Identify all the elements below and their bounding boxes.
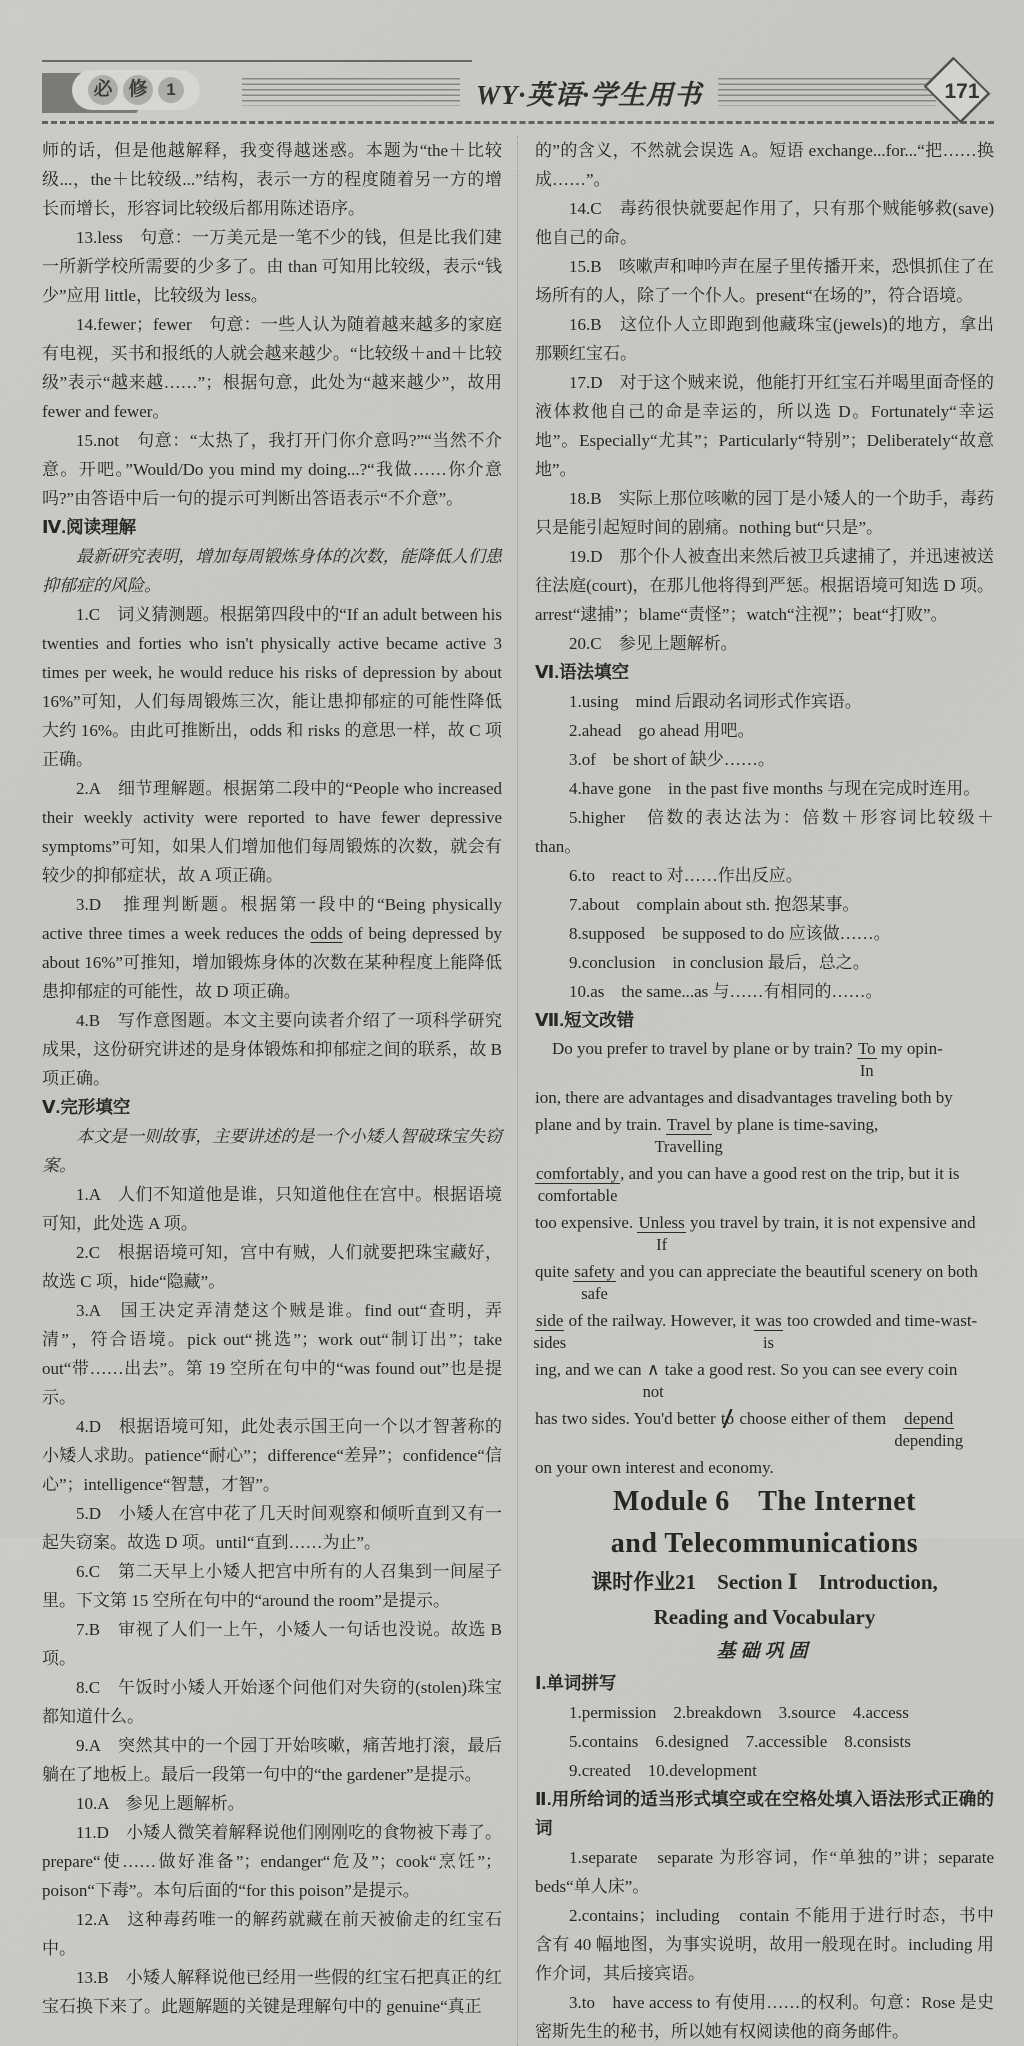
header-dashed-rule (42, 121, 994, 124)
correction-line: quite safety safe and you can appreciate the beautiful scenery on both (535, 1258, 994, 1285)
paragraph: 3.D 推理判断题。根据第一段中的“Being physically active three times a week reduces the odds of being depressed by about 16%”可推知，增加锻炼身体的次数在某种程度上能降低患抑郁症的可能性，故 D 项正确。 (42, 895, 502, 1001)
page-number-diamond (930, 63, 994, 121)
paragraph: 11.D 小矮人微笑着解释说他们刚刚吃的食物被下毒了。prepare“使……做好准备”；endanger“危及”；cook“烹饪”；poison“下毒”。本句后面的“for this poison”是提示。 (42, 1823, 502, 1900)
correction-line: on your own interest and economy. (535, 1458, 774, 1477)
correction-line: plane and by train. Travel Travelling by plane is time-saving, (535, 1111, 994, 1138)
book-title: WY·英语·学生用书 (476, 79, 702, 110)
paragraph: 本文是一则故事，主要讲述的是一个小矮人智破珠宝失窃案。 (42, 1127, 502, 1175)
paragraph: 7.about complain about sth. 抱怨某事。 (569, 895, 860, 914)
corrected-word: Travel Travelling (654, 1115, 723, 1156)
deleted-word: to (720, 1409, 735, 1428)
paragraph: 14.C 毒药很快就要起作用了，只有那个贼能够救(save)他自己的命。 (535, 199, 994, 247)
correction-line: ion, there are advantages and disadvantages traveling both by (535, 1088, 953, 1107)
correction-text: is (762, 1333, 774, 1352)
right-column (518, 136, 994, 2046)
corrected-word: Unless If (638, 1213, 685, 1254)
paragraph: 16.B 这位仆人立即跑到他藏珠宝(jewels)的地方，拿出那颗红宝石。 (535, 315, 994, 363)
center-heading: 基础巩固 (716, 1641, 813, 1662)
paragraph: 9.created 10.development (569, 1761, 757, 1780)
paragraph: 1.C 词义猜测题。根据第四段中的“If an adult between his twenties and forties who isn't physically active became active 3 times per week, he would reduce his risks of depression by about 16%”可知，人们每周锻炼三次，能让患抑郁症的可能性降低大约 16%。由此可推断出，odds 和 risks 的意思一样，故 C 项正确。 (42, 605, 502, 769)
paragraph: 13.B 小矮人解释说他已经用一些假的红宝石把真正的红宝石换下来了。此题解题的关键是理解句中的 genuine“真正 (42, 1968, 502, 2016)
correction-text: not (642, 1382, 664, 1401)
paragraph: 19.D 那个仆人被查出来然后被卫兵逮捕了，并迅速被送往法庭(court)，在那儿他将得到严惩。根据语境可知选 D 项。arrest“逮捕”；blame“责怪”；watch“注视”；beat“打败”。 (535, 547, 994, 624)
paragraph: 12.A 这种毒药唯一的解药就藏在前天被偷走的红宝石中。 (42, 1910, 502, 1958)
paragraph: 师的话，但是他越解释，我变得越迷惑。本题为“the＋比较级...，the＋比较级...”结构，表示一方的程度随着另一方的增长而增长，形容词比较级后都用陈述语序。 (42, 141, 502, 218)
paragraph: 10.A 参见上题解析。 (76, 1794, 245, 1813)
section-heading: Ⅰ.单词拼写 (535, 1673, 617, 1693)
paragraph: 1.A 人们不知道他是谁，只知道他住在宫中。根据语境可知，此处选 A 项。 (42, 1185, 502, 1233)
paragraph: 5.contains 6.designed 7.accessible 8.consists (569, 1732, 911, 1751)
page-header (42, 58, 994, 120)
paragraph: 15.B 咳嗽声和呻吟声在屋子里传播开来，恐惧抓住了在场所有的人，除了一个仆人。present“在场的”，符合语境。 (535, 257, 994, 305)
badge-pill (72, 70, 200, 110)
paragraph: 3.A 国王决定弄清楚这个贼是谁。find out“查明，弄清”，符合语境。pick out“挑选”；work out“制订出”；take out“带……出去”。第 19 空所在句中的“was found out”也是提示。 (42, 1301, 502, 1407)
correction-text: comfortable (537, 1186, 618, 1205)
paragraph: 2.C 根据语境可知，宫中有贼，人们就要把珠宝藏好，故选 C 项，hide“隐藏”。 (42, 1243, 502, 1291)
paragraph: 4.B 写作意图题。本文主要向读者介绍了一项科学研究成果，这份研究讲述的是身体锻炼和抑郁症之间的联系，故 B 项正确。 (42, 1011, 502, 1088)
section-heading: Ⅴ.完形填空 (42, 1097, 131, 1117)
edition-badge (42, 69, 242, 115)
correction-line: side sides of the railway. However, it was is too crowded and time-wast- (535, 1307, 994, 1334)
correction-text: If (656, 1235, 668, 1254)
module-heading: Reading and Vocabulary (653, 1605, 876, 1629)
correction-text: In (859, 1061, 874, 1080)
correction-line: ing, and we can ∧ not take a good rest. So you can see every coin (535, 1356, 994, 1383)
insertion-caret: ∧ not (642, 1360, 664, 1401)
header-rule-left (242, 78, 460, 106)
paragraph: 1.permission 2.breakdown 3.source 4.access (569, 1703, 909, 1722)
badge-char: 修 (123, 75, 153, 105)
section-heading: Ⅱ.用所给词的适当形式填空或在空格处填入语法形式正确的词 (535, 1789, 994, 1838)
corrected-word: safety safe (574, 1262, 615, 1303)
paragraph: 14.fewer；fewer 句意：一些人认为随着越来越多的家庭有电视，买书和报纸的人就会越来越少。“比较级＋and＋比较级”表示“越来越……”；根据句意，此处为“越来越少”，故用 fewer and fewer。 (42, 315, 502, 421)
paragraph: 9.conclusion in conclusion 最后，总之。 (569, 953, 870, 972)
corrected-word: side sides (533, 1311, 567, 1352)
paragraph: 8.supposed be supposed to do 应该做……。 (569, 924, 891, 943)
correction-text: sides (533, 1333, 567, 1352)
module-heading: 课时作业21 Section Ⅰ Introduction, (591, 1570, 938, 1594)
section-heading: Ⅳ.阅读理解 (42, 517, 137, 537)
module-heading: Module 6 The Internet (613, 1486, 916, 1517)
paragraph: 9.A 突然其中的一个园丁开始咳嗽，痛苦地打滚，最后躺在了地板上。最后一段第一句中的“the gardener”是提示。 (42, 1736, 502, 1784)
paragraph: 6.C 第二天早上小矮人把宫中所有的人召集到一间屋子里。下文第 15 空所在句中的“around the room”是提示。 (42, 1562, 502, 1610)
correction-text: depending (894, 1431, 964, 1450)
paragraph: 10.as the same...as 与……有相同的……。 (569, 982, 883, 1001)
error-correction-block (535, 1035, 994, 1481)
paragraph: 8.C 午饭时小矮人开始逐个问他们对失窃的(stolen)珠宝都知道什么。 (42, 1678, 502, 1726)
paragraph: 13.less 句意：一万美元是一笔不少的钱，但是比我们建一所新学校所需要的少多了。由 than 可知用比较级，表示“钱少”应用 little，比较级为 less。 (42, 228, 502, 305)
paragraph: 3.to have access to 有使用……的权利。句意：Rose 是史密斯先生的秘书，所以她有权阅读他的商务邮件。 (535, 1993, 994, 2041)
correction-line: has two sides. You'd better to choose either of them depend depending (535, 1405, 994, 1432)
paragraph: 3.of be short of 缺少……。 (569, 750, 775, 769)
badge-char: 1 (158, 77, 184, 103)
paragraph: 1.separate separate 为形容词，作“单独的”讲；separate beds“单人床”。 (535, 1848, 994, 1896)
corrected-word: depend depending (894, 1409, 964, 1450)
paragraph: 17.D 对于这个贼来说，他能打开红宝石并喝里面奇怪的液体救他自己的命是幸运的，所以选 D。Fortunately“幸运地”。Especially“尤其”；Particularly“特别”；Deliberately“故意地”。 (535, 373, 994, 479)
corrected-word: was is (755, 1311, 782, 1352)
paragraph: 5.higher 倍数的表达法为：倍数＋形容词比较级＋than。 (535, 808, 994, 856)
page-number: 171 (944, 80, 980, 103)
paragraph: 7.B 审视了人们一上午，小矮人一句话也没说。故选 B 项。 (42, 1620, 502, 1668)
badge-char: 必 (88, 75, 118, 105)
paragraph: 最新研究表明，增加每周锻炼身体的次数，能降低人们患抑郁症的风险。 (42, 547, 502, 595)
correction-text: safe (581, 1284, 608, 1303)
paragraph: 2.contains；including contain 不能用于进行时态，书中含有 40 幅地图，为事实说明，故用一般现在时。including 用作介词，其后接宾语。 (535, 1906, 994, 1983)
correction-line: comfortably comfortable , and you can have a good rest on the trip, but it is (535, 1160, 994, 1187)
paragraph: 15.not 句意：“太热了，我打开门你介意吗?”“当然不介意。开吧。”Would/Do you mind my doing...?“我做……你介意吗?”由答语中后一句的提示可判断出答语表示“不介意”。 (42, 431, 502, 508)
paragraph: 6.to react to 对……作出反应。 (569, 866, 803, 885)
paragraph: 20.C 参见上题解析。 (569, 634, 738, 653)
header-rule-right (718, 78, 936, 106)
section-heading: Ⅵ.语法填空 (535, 662, 630, 682)
paragraph: 18.B 实际上那位咳嗽的园丁是小矮人的一个助手，毒药只是能引起短时间的剧痛。nothing but“只是”。 (535, 489, 994, 537)
paragraph: 的”的含义，不然就会误选 A。短语 exchange...for...“把……换成……”。 (535, 141, 994, 189)
module-heading: and Telecommunications (610, 1528, 919, 1559)
corrected-word: $\frac{To}{In}$ (857, 1039, 876, 1080)
paragraph: 2.A 细节理解题。根据第二段中的“People who increased their weekly activity were reported to have fewer depressive symptoms”可知，如果人们增加他们每周锻炼的次数，就会有较少的抑郁症状，故 A 项正确。 (42, 779, 502, 885)
two-column-body (42, 136, 994, 2046)
header-top-rule (42, 60, 472, 62)
correction-line: Do you prefer to travel by plane or by train? $\frac{To}{In}$ my opin- (535, 1035, 994, 1062)
left-column (42, 136, 518, 2046)
underlined-word: odds (310, 924, 343, 943)
paragraph: 4.D 根据语境可知，此处表示国王向一个以才智著称的小矮人求助。patience“耐心”；difference“差异”；confidence“信心”；intelligence“智慧，才智”。 (42, 1417, 502, 1494)
corrected-word: comfortably comfortable (536, 1164, 620, 1205)
paragraph: 4.have gone in the past five months 与现在完成时连用。 (569, 779, 981, 798)
correction-line: too expensive. Unless If you travel by train, it is not expensive and (535, 1209, 994, 1236)
paragraph: 1.using mind 后跟动名词形式作宾语。 (569, 692, 862, 711)
paragraph: 2.ahead go ahead 用吧。 (569, 721, 755, 740)
correction-text: Travelling (654, 1137, 723, 1156)
section-heading: Ⅶ.短文改错 (535, 1010, 635, 1030)
paragraph: 5.D 小矮人在宫中花了几天时间观察和倾听直到又有一起失窃案。故选 D 项。until“直到……为止”。 (42, 1504, 502, 1552)
